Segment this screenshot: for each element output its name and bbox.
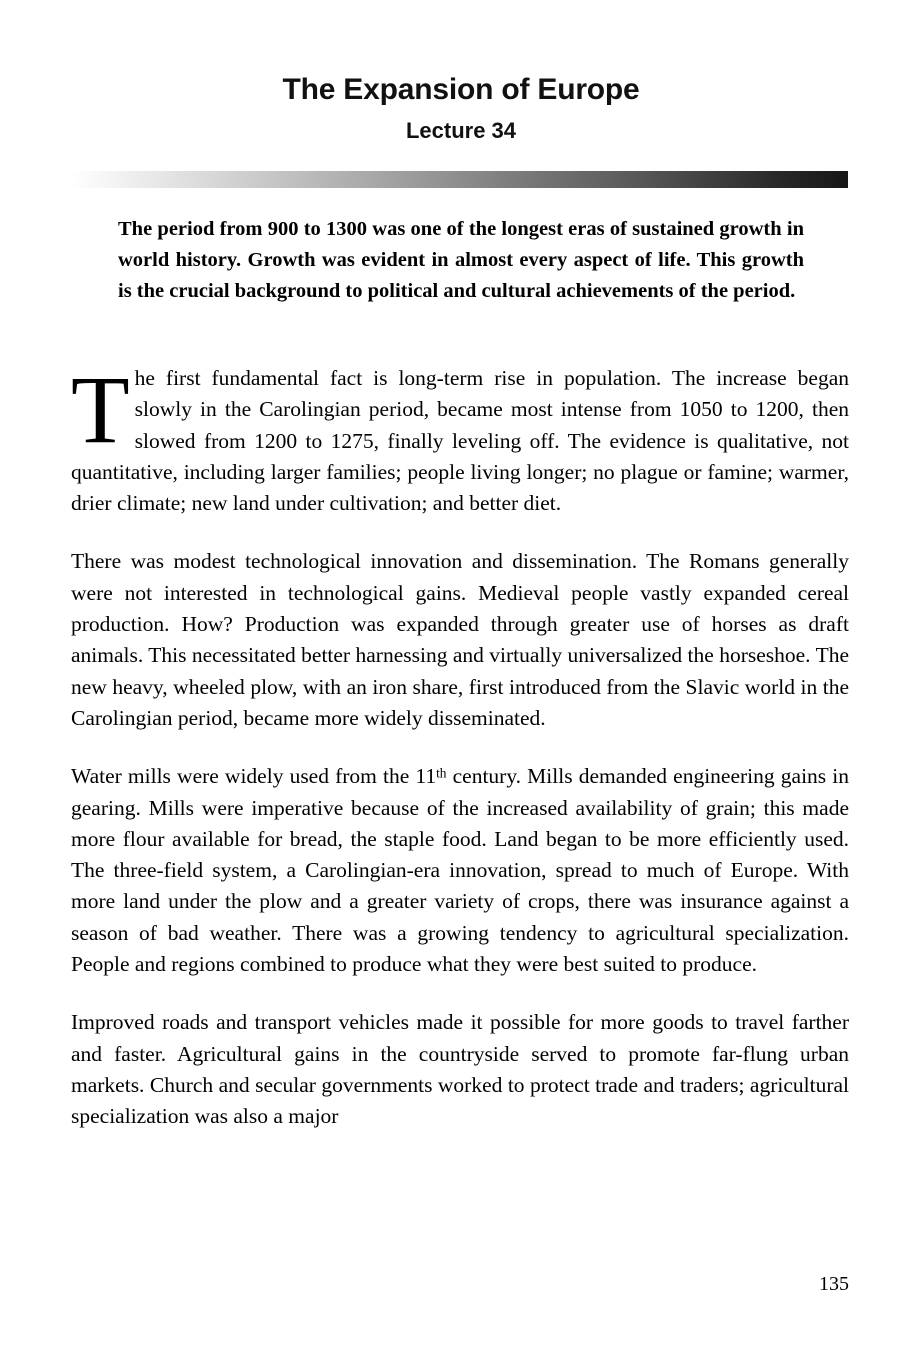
page-header bbox=[0, 72, 922, 145]
body-paragraph-3 bbox=[71, 761, 849, 980]
body-paragraph-2: There was modest technological innovation and dissemination. The Romans generally were not interested in technological gains. Medieval people vastly expanded cereal production. How? Production was expanded through greater use of horses as draft animals. This necessitated better harnessing and virtually universalized the horseshoe. The new heavy, wheeled plow, with an iron share, first introduced from the Slavic world in the Carolingian period, became more widely disseminated. bbox=[71, 549, 849, 730]
page-subtitle: Lecture 34 bbox=[405, 118, 517, 143]
body-text-column bbox=[71, 356, 849, 1133]
ordinal-superscript: th bbox=[436, 765, 447, 781]
body-paragraph-3-text-before: Water mills were widely used from the 11 bbox=[71, 764, 437, 789]
gradient-divider-rule bbox=[72, 171, 848, 188]
abstract-paragraph: The period from 900 to 1300 was one of the longest eras of sustained growth in world history. Growth was evident in almost every aspect of life. This growth is the crucial background to political and cultural achievements of the period. bbox=[118, 218, 804, 302]
body-paragraph-3-text-after: century. Mills demanded engineering gains in gearing. Mills were imperative because of the increased availability of grain; this made more flour available for bread, the staple food. Land began to be more efficiently used. The three-field system, a Carolingian-era innovation, spread to much of Europe. With more land under the plow and a greater variety of crops, there was insurance against a season of bad weather. There was a growing tendency to agricultural specialization. People and regions combined to produce what they were best suited to produce. bbox=[71, 764, 849, 977]
body-paragraph-1-text: he first fundamental fact is long-term rise in population. The increase began slowly in the Carolingian period, became most intense from 1050 to 1200, then slowed from 1200 to 1275, finally leveling off. The evidence is qualitative, not quantitative, including larger families; people living longer; no plague or famine; warmer, drier climate; new land under cultivation; and better diet. bbox=[71, 366, 849, 516]
page-footer bbox=[71, 1272, 849, 1296]
body-paragraph-4: Improved roads and transport vehicles made it possible for more goods to travel farther and faster. Agricultural gains in the countryside served to promote far-flung urban markets. Church and secular governments worked to protect trade and traders; agricultural specialization was also a major bbox=[71, 1010, 849, 1129]
drop-cap-letter: T bbox=[71, 356, 130, 463]
abstract-block bbox=[118, 214, 804, 307]
page-title: The Expansion of Europe bbox=[282, 73, 640, 106]
page-number: 135 bbox=[819, 1273, 849, 1295]
body-paragraph-1 bbox=[71, 356, 849, 519]
